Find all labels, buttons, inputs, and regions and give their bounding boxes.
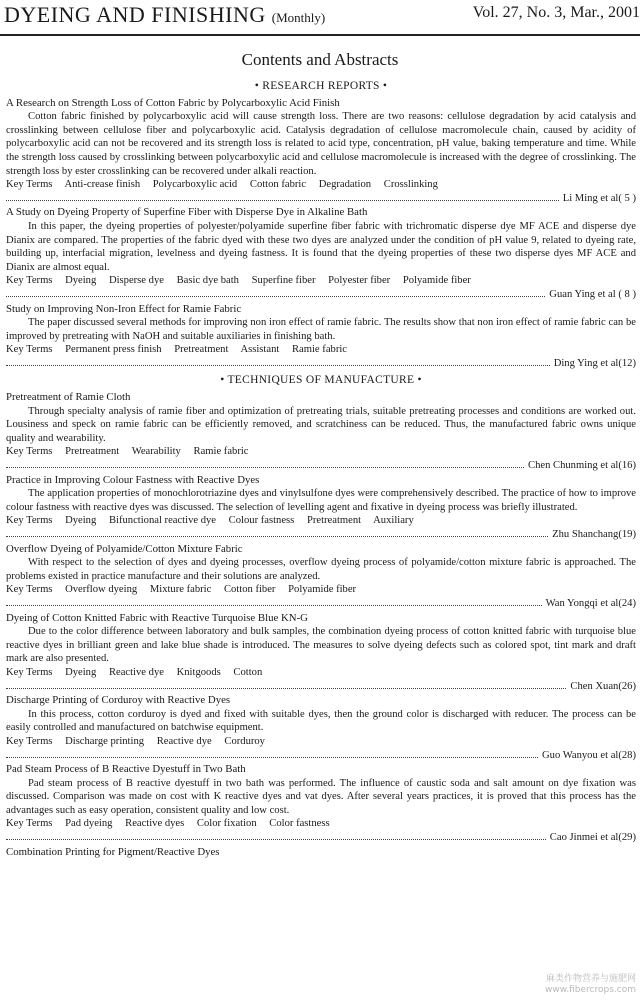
- key-term: Cotton: [233, 666, 263, 678]
- article-abstract: Pad steam process of B reactive dyestuff in two bath was performed. The influence of caustic soda and salt amount on dye fixation was discussed. Comparison was made on cost with K reactive dyes and vat dyes. After several years practices, it is proved that this process has the advantages such as easy operation, consistent quality and low cost.: [6, 777, 636, 816]
- key-term: Pretreatment: [306, 515, 362, 527]
- key-term: Polyester fiber: [328, 275, 391, 287]
- article-abstract: In this process, cotton corduroy is dyed and fixed with suitable dyes, then the ground color is discharged with reducer. The process can be easily controlled and manufactured on batchwise equipment.: [6, 708, 636, 734]
- key-term: Corduroy: [224, 735, 265, 747]
- key-term: Dyeing: [65, 666, 97, 678]
- article-author: Chen Chunming et al(16): [528, 460, 636, 472]
- key-term: Crosslinking: [383, 179, 438, 191]
- dot-leader: [6, 288, 545, 297]
- key-terms-label: Key Terms: [6, 275, 53, 287]
- key-term: Pretreatment: [174, 344, 229, 356]
- article-abstract: Through specialty analysis of ramie fiber and optimization of pretreating trials, suitable pretreating processes and conditions are worked out. Lousiness and speck on ramie fabric can be efficiently removed, and scratchiness can be reduced. Thus, the manufactured fabric owns unique quality and wearability.: [6, 405, 636, 444]
- key-term: Dyeing: [65, 275, 97, 287]
- article-title: Study on Improving Non-Iron Effect for Ramie Fabric: [6, 302, 242, 315]
- contents-list: [6, 76, 636, 859]
- watermark-url: www.fibercrops.com: [545, 985, 636, 995]
- section-techniques-of-manufacture: • TECHNIQUES OF MANUFACTURE •: [220, 374, 422, 387]
- key-term: Wearability: [131, 446, 181, 458]
- article-key-terms: [6, 178, 636, 192]
- key-term: Polyamide fiber: [288, 584, 357, 596]
- key-term: Superfine fiber: [251, 275, 316, 287]
- article-key-terms: [6, 274, 636, 288]
- dot-leader: [6, 528, 548, 537]
- key-term: Disperse dye: [108, 275, 164, 287]
- article-title: Practice in Improving Colour Fastness with Reactive Dyes: [6, 473, 260, 486]
- article-author-line: [6, 192, 636, 206]
- article-author: Li Ming et al( 5 ): [562, 192, 636, 204]
- article-6: [6, 543, 636, 611]
- article-author: Cao Jinmei et al(29): [549, 832, 636, 844]
- key-term: Polyamide fiber: [402, 275, 471, 287]
- journal-name: DYEING AND FINISHING: [4, 2, 266, 27]
- article-abstract: With respect to the selection of dyes and dyeing processes, overflow dyeing process of polyamide/cotton mixture fabric is approached. The problems existed in practice manufacture and their solutions are analyzed.: [6, 557, 636, 582]
- key-terms-label: Key Terms: [6, 515, 53, 527]
- article-9: [6, 763, 636, 845]
- article-abstract: The paper discussed several methods for improving non iron effect of ramie fabric. The results show that non iron effect of ramie fabric can be improved by pretreating with NaOH and suitable auxiliaries in finishing bath.: [6, 317, 636, 342]
- section-research-reports: • RESEARCH REPORTS •: [254, 80, 388, 92]
- key-term: Basic dye bath: [176, 275, 239, 287]
- key-term: Permanent press finish: [65, 344, 162, 356]
- article-7: [6, 612, 636, 694]
- key-term: Cotton fabric: [249, 179, 307, 191]
- key-term: Anti-crease finish: [64, 179, 141, 191]
- article-title: Pretreatment of Ramie Cloth: [6, 391, 131, 404]
- article-author-line: [6, 831, 636, 845]
- key-term: Ramie fabric: [193, 446, 249, 458]
- key-term: Overflow dyeing: [65, 584, 138, 596]
- article-1: [6, 97, 636, 206]
- article-author-line: [6, 288, 636, 302]
- key-term: Bifunctional reactive dye: [108, 515, 217, 527]
- key-term: Assistant: [240, 344, 280, 356]
- article-4: [6, 391, 636, 473]
- article-key-terms: [6, 445, 636, 459]
- key-terms-label: Key Terms: [6, 179, 53, 191]
- key-term: Mixture fabric: [149, 584, 212, 596]
- key-terms-label: Key Terms: [6, 446, 53, 458]
- article-title-continued: Combination Printing for Pigment/Reactive Dyes: [6, 845, 220, 858]
- key-term: Pad dyeing: [65, 818, 113, 830]
- journal-frequency: (Monthly): [271, 10, 326, 25]
- article-8: [6, 694, 636, 762]
- key-term: Colour fastness: [228, 515, 295, 527]
- article-2: [6, 206, 636, 301]
- key-term: Reactive dyes: [125, 818, 185, 830]
- key-terms-label: Key Terms: [6, 818, 53, 830]
- key-term: Color fixation: [196, 818, 257, 830]
- article-key-terms: [6, 735, 636, 749]
- issue-info: Vol. 27, No. 3, Mar., 2001: [472, 4, 640, 21]
- article-abstract: In this paper, the dyeing properties of polyester/polyamide superfine fiber fabric with trichromatic disperse dye MF ACE and disperse dye Dianix are compared. The properties of the fabric dyed with these two dyes are analyzed under the condition of pH value 9, related to dyeing rate, building up, interfacial migration, levelness and dyeing fastness. It is found that the dyeing properties of these two disperse dyes MF ACE and Dianix are almost equal.: [6, 220, 636, 273]
- key-term: Reactive dye: [108, 666, 164, 678]
- article-author: Ding Ying et al(12): [553, 357, 636, 369]
- article-5: [6, 474, 636, 542]
- article-title: Pad Steam Process of B Reactive Dyestuff in Two Bath: [6, 763, 246, 776]
- masthead: [0, 0, 640, 36]
- article-abstract: Cotton fabric finished by polycarboxylic acid will cause strength loss. There are two reasons: cellulose degradation by acid catalysis and crosslinking between cellulose fiber and polycarboxylic acid. Catalysis degradation of cellulose macromolecule chain, caused by acidity of polycarboxylic acid can not be recovered and its strength loss is related to acid type, concentration, pH value, baking temperature and time. While the strength loss caused by crosslinking between polycarboxylic acid and cellulose macromolecule is increased with the degree of crosslinking. The strength loss by ester crosslinking can be recovered under alkali reaction.: [6, 111, 636, 177]
- article-key-terms: [6, 583, 636, 597]
- article-key-terms: [6, 817, 636, 831]
- article-author-line: [6, 749, 636, 763]
- watermark-site-name: 麻类作物营养与施肥网: [545, 974, 636, 984]
- article-key-terms: [6, 514, 636, 528]
- article-3: [6, 303, 636, 371]
- key-terms-label: Key Terms: [6, 735, 53, 747]
- key-terms-label: Key Terms: [6, 344, 53, 356]
- article-key-terms: [6, 343, 636, 357]
- article-author: Wan Yongqi et al(24): [545, 597, 636, 609]
- article-abstract: Due to the color difference between laboratory and bulk samples, the combination dyeing process of cotton knitted fabric with turquoise blue reactive dyes in brilliant green and lake blue shade is introduced. The measures to solve dyeing defects such as colored spot, tint mark and draft mark are also presented.: [6, 626, 636, 665]
- article-title: A Study on Dyeing Property of Superfine Fiber with Disperse Dye in Alkaline Bath: [6, 206, 368, 219]
- article-author-line: [6, 680, 636, 694]
- dot-leader: [6, 597, 542, 606]
- dot-leader: [6, 831, 546, 840]
- key-term: Dyeing: [65, 515, 97, 527]
- article-author-line: [6, 459, 636, 473]
- key-terms-label: Key Terms: [6, 666, 53, 678]
- key-term: Auxiliary: [373, 515, 414, 527]
- dot-leader: [6, 459, 524, 468]
- key-term: Pretreatment: [65, 446, 120, 458]
- key-term: Cotton fiber: [223, 584, 276, 596]
- article-title: Dyeing of Cotton Knitted Fabric with Reactive Turquoise Blue KN-G: [6, 611, 308, 624]
- key-terms-label: Key Terms: [6, 584, 53, 596]
- article-author-line: [6, 528, 636, 542]
- dot-leader: [6, 192, 559, 201]
- key-term: Polycarboxylic acid: [152, 179, 238, 191]
- article-author-line: [6, 597, 636, 611]
- watermark: [545, 974, 636, 996]
- key-term: Reactive dye: [156, 735, 212, 747]
- article-author: Guan Ying et al ( 8 ): [549, 288, 636, 300]
- article-abstract: The application properties of monochlorotriazine dyes and vinylsulfone dyes were comprehensively described. The practice of how to improve colour fastness with reactive dyes was discussed. The selection of levelling agent and fixative in dyeing process was briefly illustrated.: [6, 488, 636, 513]
- dot-leader: [6, 749, 538, 758]
- key-term: Knitgoods: [176, 666, 221, 678]
- key-term: Color fastness: [269, 818, 330, 830]
- key-term: Discharge printing: [65, 735, 145, 747]
- article-author: Zhu Shanchang(19): [552, 529, 636, 540]
- key-term: Degradation: [318, 179, 372, 191]
- article-title: Discharge Printing of Corduroy with Reactive Dyes: [6, 694, 231, 707]
- article-author-line: [6, 357, 636, 371]
- article-author: Chen Xuan(26): [570, 680, 636, 692]
- dot-leader: [6, 680, 566, 689]
- page-title: Contents and Abstracts: [241, 50, 399, 69]
- article-title: Overflow Dyeing of Polyamide/Cotton Mixture Fabric: [6, 542, 243, 555]
- article-author: Guo Wanyou et al(28): [542, 749, 636, 761]
- journal-title: [4, 2, 325, 28]
- key-term: Ramie fabric: [291, 344, 347, 356]
- dot-leader: [6, 357, 550, 366]
- article-title: A Research on Strength Loss of Cotton Fabric by Polycarboxylic Acid Finish: [6, 96, 340, 109]
- article-key-terms: [6, 666, 636, 680]
